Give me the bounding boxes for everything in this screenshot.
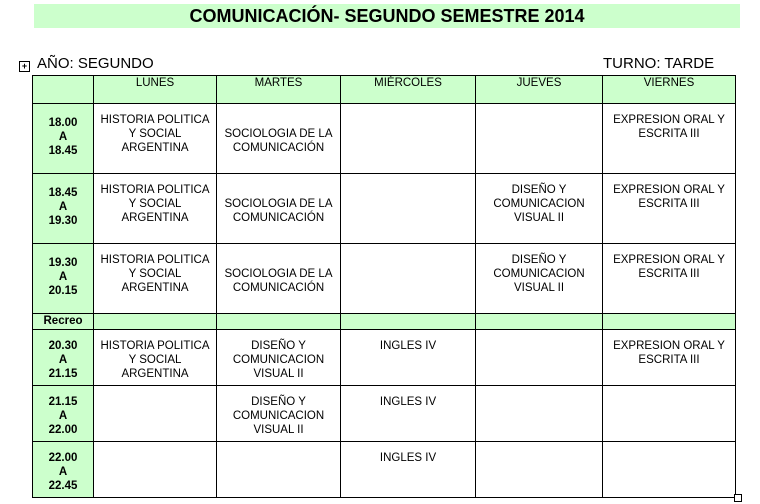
- schedule-cell: [94, 174, 217, 244]
- course-line: VISUAL II: [513, 212, 565, 224]
- schedule-cell: [341, 442, 476, 498]
- schedule-cell: [476, 386, 603, 442]
- course-line: [217, 183, 340, 197]
- course-line: Y SOCIAL: [128, 198, 182, 210]
- schedule-cell: [94, 330, 217, 386]
- course-line: COMUNICACION: [493, 198, 585, 210]
- schedule-cell: [217, 442, 341, 498]
- course-line: HISTORIA POLITICA: [100, 114, 210, 126]
- time-line: A: [58, 201, 68, 213]
- course-line: EXPRESION ORAL Y: [613, 114, 725, 126]
- time-line: 19.30: [48, 215, 78, 227]
- time-line: A: [58, 131, 68, 143]
- course-line: Y SOCIAL: [128, 128, 182, 140]
- time-line: A: [58, 466, 68, 478]
- shift-label: TURNO: TARDE: [603, 55, 715, 72]
- schedule-cell: [217, 330, 341, 386]
- course-line: HISTORIA POLITICA: [100, 340, 210, 352]
- header-day: LUNES: [94, 76, 217, 104]
- course-line: ESCRITA III: [638, 354, 700, 366]
- header-day: MIÉRCOLES: [341, 76, 476, 104]
- schedule-cell: [476, 174, 603, 244]
- table-row: [33, 104, 736, 174]
- course-line: ESCRITA III: [638, 128, 700, 140]
- schedule-cell: [603, 244, 736, 314]
- page-title: COMUNICACIÓN- SEGUNDO SEMESTRE 2014: [34, 4, 740, 28]
- schedule-cell: [603, 442, 736, 498]
- schedule-cell: [603, 174, 736, 244]
- course-line: INGLES IV: [379, 396, 437, 408]
- time-cell: [33, 330, 94, 386]
- course-line: Y SOCIAL: [128, 268, 182, 280]
- schedule-cell: [341, 104, 476, 174]
- course-line: INGLES IV: [379, 452, 437, 464]
- time-line: 20.15: [48, 285, 78, 297]
- schedule-cell: [94, 386, 217, 442]
- time-line: 21.15: [48, 396, 78, 408]
- course-line: HISTORIA POLITICA: [100, 184, 210, 196]
- schedule-cell: [217, 244, 341, 314]
- schedule-cell: [341, 174, 476, 244]
- course-line: COMUNICACIÓN: [232, 142, 325, 154]
- header-day: VIERNES: [603, 76, 736, 104]
- table-row: [33, 442, 736, 498]
- recess-cell: [94, 314, 217, 330]
- time-line: 21.15: [48, 368, 78, 380]
- time-line: 22.00: [48, 452, 78, 464]
- course-line: ESCRITA III: [638, 198, 700, 210]
- course-line: COMUNICACION: [232, 354, 325, 366]
- course-line: ARGENTINA: [121, 142, 189, 154]
- year-label: AÑO: SEGUNDO: [37, 55, 154, 72]
- header-day: JUEVES: [476, 76, 603, 104]
- schedule-cell: [217, 386, 341, 442]
- time-line: 18.45: [48, 187, 78, 199]
- course-line: ESCRITA III: [638, 268, 700, 280]
- table-resize-handle[interactable]: [734, 494, 742, 502]
- schedule-cell: [476, 104, 603, 174]
- course-line: INGLES IV: [379, 340, 437, 352]
- schedule-cell: [476, 244, 603, 314]
- schedule-cell: [603, 386, 736, 442]
- recess-cell: [476, 314, 603, 330]
- course-line: [217, 253, 340, 267]
- time-line: 20.30: [48, 340, 78, 352]
- schedule-cell: [94, 244, 217, 314]
- course-line: EXPRESION ORAL Y: [613, 340, 725, 352]
- table-row: [33, 244, 736, 314]
- course-line: EXPRESION ORAL Y: [613, 254, 725, 266]
- course-line: EXPRESION ORAL Y: [613, 184, 725, 196]
- time-cell: [33, 174, 94, 244]
- schedule-cell: [341, 330, 476, 386]
- course-line: COMUNICACION: [232, 410, 325, 422]
- time-line: 18.45: [48, 145, 78, 157]
- table-row: [33, 386, 736, 442]
- header-row: [33, 76, 736, 104]
- time-line: A: [58, 271, 68, 283]
- time-line: 22.45: [48, 480, 78, 492]
- course-line: DISEÑO Y: [511, 184, 567, 196]
- course-line: VISUAL II: [253, 424, 304, 436]
- recess-cell: [341, 314, 476, 330]
- schedule-cell: [603, 330, 736, 386]
- header-day: MARTES: [217, 76, 341, 104]
- course-line: COMUNICACIÓN: [232, 282, 325, 294]
- schedule-cell: [94, 442, 217, 498]
- course-line: SOCIOLOGIA DE LA: [224, 128, 333, 140]
- time-line: 19.30: [48, 257, 78, 269]
- time-cell: [33, 104, 94, 174]
- course-line: [217, 113, 340, 127]
- time-cell: [33, 386, 94, 442]
- schedule-cell: [476, 442, 603, 498]
- course-line: COMUNICACION: [493, 268, 585, 280]
- recess-row: [33, 314, 736, 330]
- table-row: [33, 330, 736, 386]
- course-line: DISEÑO Y: [251, 340, 306, 352]
- course-line: SOCIOLOGIA DE LA: [224, 198, 333, 210]
- course-line: ARGENTINA: [121, 212, 189, 224]
- table-row: [33, 174, 736, 244]
- course-line: ARGENTINA: [121, 368, 189, 380]
- recess-label: Recreo: [33, 314, 94, 330]
- recess-cell: [217, 314, 341, 330]
- course-line: ARGENTINA: [121, 282, 189, 294]
- time-line: 18.00: [48, 117, 78, 129]
- schedule-cell: [217, 174, 341, 244]
- course-line: VISUAL II: [253, 368, 304, 380]
- course-line: COMUNICACIÓN: [232, 212, 325, 224]
- schedule-cell: [341, 244, 476, 314]
- course-line: DISEÑO Y: [511, 254, 567, 266]
- header-time-cell: [33, 76, 94, 104]
- time-line: A: [58, 354, 68, 366]
- course-line: HISTORIA POLITICA: [100, 254, 210, 266]
- time-cell: [33, 442, 94, 498]
- time-line: A: [58, 410, 68, 422]
- course-line: VISUAL II: [513, 282, 565, 294]
- schedule-cell: [94, 104, 217, 174]
- course-line: DISEÑO Y: [251, 396, 306, 408]
- course-line: Y SOCIAL: [128, 354, 182, 366]
- schedule-cell: [603, 104, 736, 174]
- time-cell: [33, 244, 94, 314]
- schedule-cell: [341, 386, 476, 442]
- time-line: 22.00: [48, 424, 78, 436]
- schedule-cell: [476, 330, 603, 386]
- course-line: SOCIOLOGIA DE LA: [224, 268, 333, 280]
- recess-cell: [603, 314, 736, 330]
- schedule-table: [32, 75, 736, 498]
- schedule-cell: [217, 104, 341, 174]
- table-move-handle-icon[interactable]: +: [19, 61, 30, 72]
